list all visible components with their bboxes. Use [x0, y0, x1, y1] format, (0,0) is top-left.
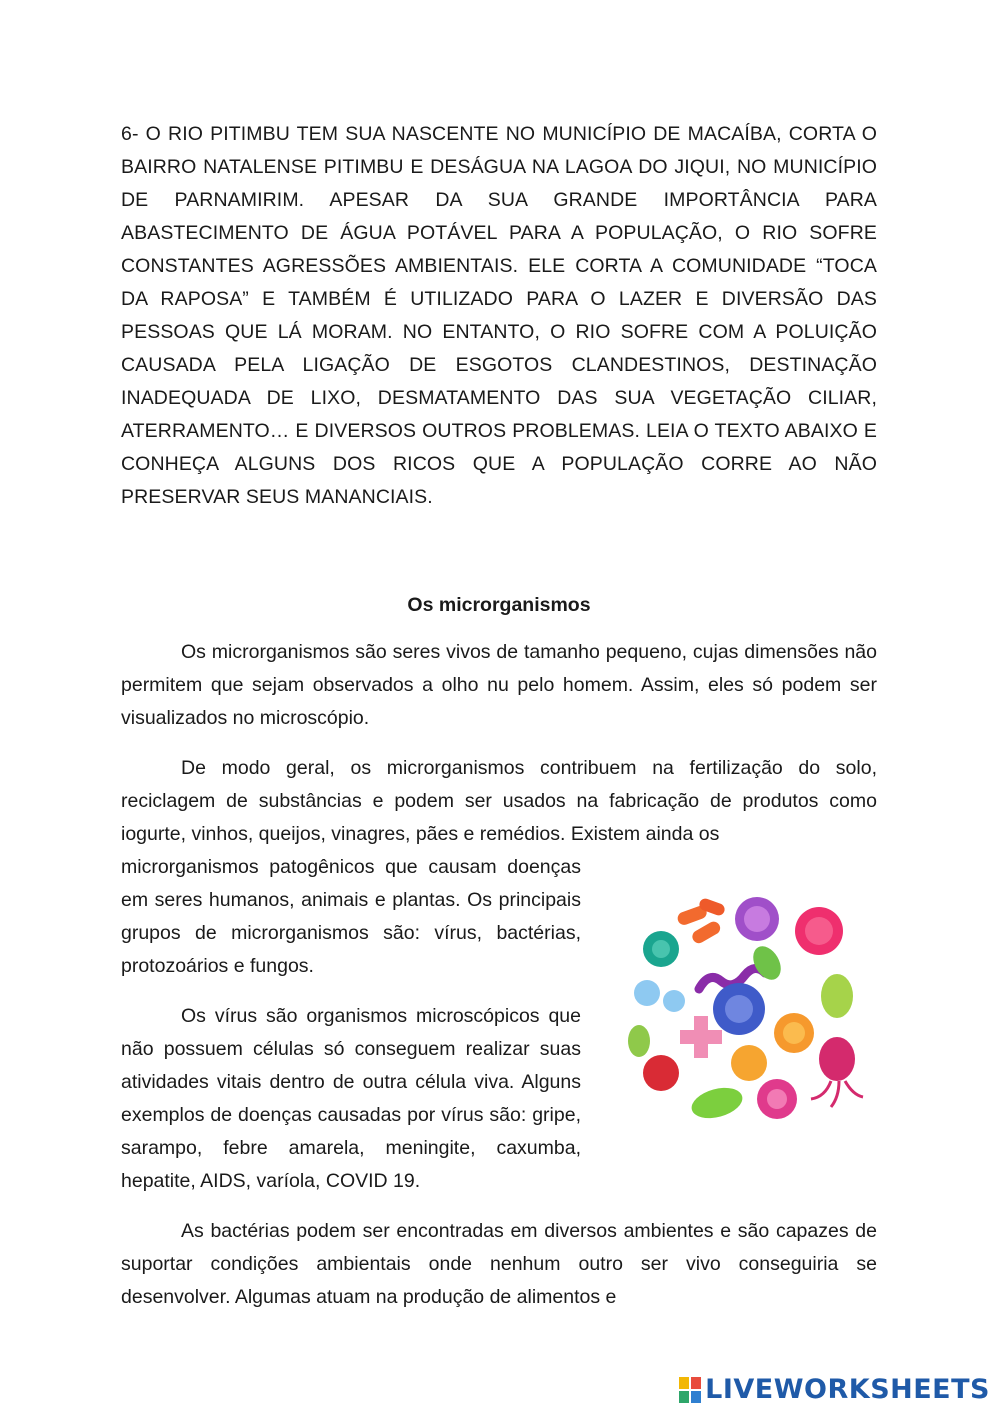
liveworksheets-icon	[679, 1377, 701, 1403]
article-title: Os microrganismos	[407, 594, 591, 616]
intro-text: 6- O RIO PITIMBU TEM SUA NASCENTE NO MUNICÍPIO DE MACAÍBA, CORTA O BAIRRO NATALENSE PITIMBU E DESÁGUA NA LAGOA DO JIQUI, NO MUNICÍPIO DE PARNAMIRIM. APESAR DA SUA GRANDE IMPORTÂNCIA PARA ABASTECIMENTO DE ÁGUA POTÁVEL PARA A POPULAÇÃO, O RIO SOFRE CONSTANTES AGRESSÕES AMBIENTAIS. ELE CORTA A COMUNIDADE “TOCA DA RAPOSA” E TAMBÉM É UTILIZADO PARA O LAZER E DIVERSÃO DAS PESSOAS QUE LÁ MORAM. NO ENTANTO, O RIO SOFRE COM A POLUIÇÃO CAUSADA PELA LIGAÇÃO DE ESGOTOS CLANDESTINOS, DESTINAÇÃO INADEQUADA DE LIXO, DESMATAMENTO DAS SUA VEGETAÇÃO CILIAR, ATERRAMENTO… E DIVERSOS OUTROS PROBLEMAS. LEIA O TEXTO ABAIXO E CONHEÇA ALGUNS DOS RICOS QUE A POPULAÇÃO CORRE AO NÃO PRESERVAR SEUS MANANCIAIS.	[121, 123, 877, 508]
paragraph-1: Os microrganismos são seres vivos de tamanho pequeno, cujas dimensões não permitem que sejam observados a olho nu pelo homem. Assim, eles só podem ser visualizados no microscópio.	[121, 641, 877, 729]
paragraph-4: As bactérias podem ser encontradas em diversos ambientes e são capazes de suportar condições ambientais onde nenhum outro ser vivo conseguiria se desenvolver. Algumas atuam na produção de alimentos e	[121, 1220, 877, 1308]
paragraph-2-intro: De modo geral, os microrganismos contribuem na fertilização do solo, reciclagem de substâncias e podem ser usados na fabricação de produtos como iogurte, vinhos, queijos, vinagres, pães e remédios. Existem ainda os	[121, 757, 877, 845]
paragraph-2-rest: microrganismos patogênicos que causam doenças em seres humanos, animais e plantas. Os principais grupos de microrganismos são: vírus, bactérias, protozoários e fungos.	[121, 856, 581, 977]
worksheet-page	[121, 118, 877, 1331]
microorganisms-illustration	[599, 871, 889, 1161]
paragraph-3: Os vírus são organismos microscópicos que não possuem células só conseguem realizar suas atividades vitais dentro de outra célula viva. Alguns exemplos de doenças causadas por vírus são: gripe, sarampo, febre amarela, meningite, caxumba, hepatite, AIDS, varíola, COVID 19.	[121, 1005, 581, 1192]
brand-name: LIVEWORKSHEETS	[705, 1374, 990, 1405]
microorganisms-icon	[599, 871, 889, 1161]
liveworksheets-logo[interactable]	[679, 1374, 990, 1405]
